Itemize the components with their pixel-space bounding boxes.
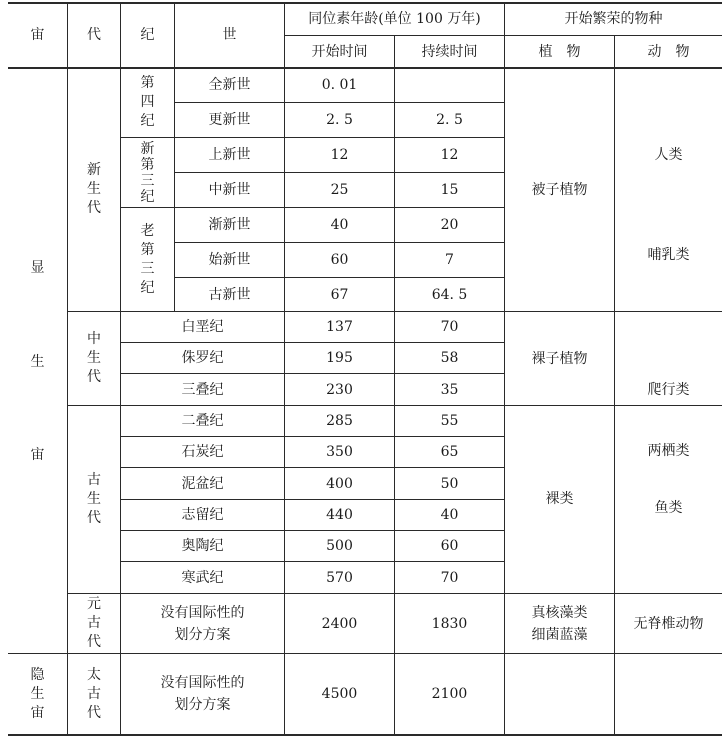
header-isotopic-age: 同位素年龄(单位 100 万年) [308,11,481,27]
period-paleogene [121,208,174,311]
animals-fish: 鱼类 [654,500,683,516]
line: 划分方案 [174,626,231,643]
epoch-eocene: 始新世 [208,252,251,268]
start-devonian: 400 [326,475,353,492]
start-silurian: 440 [326,507,353,523]
start-pleistocene: 2. 5 [326,112,353,128]
char: 第 [140,241,155,258]
epoch-pleistocene: 更新世 [208,112,251,128]
duration-archean: 2100 [431,686,468,702]
start-eocene: 60 [330,252,349,268]
char: 代 [87,200,101,216]
start-paleocene: 67 [330,286,349,303]
period-ordovician: 奥陶纪 [181,538,224,554]
line: 细菌蓝藻 [531,626,588,643]
eon-phanerozoic-char-2: 生 [30,354,45,370]
char: 纪 [140,279,155,296]
period-neogene [121,138,174,207]
era-paleozoic [68,406,120,593]
duration-carboniferous: 65 [440,444,459,460]
duration-cretaceous: 70 [440,319,459,335]
char: 代 [87,704,101,721]
duration-ordovician: 60 [440,538,459,554]
line: 没有国际性的 [160,604,245,621]
epoch-pliocene: 上新世 [208,147,251,163]
line: 没有国际性的 [160,675,245,691]
animals-mammals: 哺乳类 [647,247,690,263]
start-proterozoic: 2400 [321,615,358,632]
char: 代 [87,510,101,526]
header-plants: 植 物 [538,43,581,60]
start-cambrian: 570 [326,569,353,586]
char: 纪 [140,188,155,205]
duration-holocene [395,68,504,102]
start-jurassic: 195 [326,350,353,366]
header-eon: 宙 [30,27,45,43]
epoch-oligocene: 渐新世 [208,217,251,233]
header-period: 纪 [140,27,155,43]
header-animals: 动 物 [647,43,690,60]
char: 中 [87,331,101,347]
period-jurassic: 侏罗纪 [181,350,224,366]
period-carboniferous: 石炭纪 [181,444,224,460]
char: 古 [87,685,101,702]
plants-gymnosperms: 裸子植物 [531,351,588,367]
char: 新 [87,162,101,178]
start-miocene: 25 [330,182,349,198]
period-cambrian: 寒武纪 [181,569,224,586]
start-ordovician: 500 [326,538,353,554]
start-carboniferous: 350 [326,444,353,460]
char: 代 [87,369,101,385]
start-holocene: 0. 01 [321,77,358,93]
period-permian: 二叠纪 [181,413,224,429]
era-mesozoic [68,312,120,405]
char: 太 [87,666,101,683]
header-duration: 持续时间 [421,43,478,60]
char: 第 [140,156,155,173]
start-oligocene: 40 [330,217,349,233]
line: 真核藻类 [531,604,588,621]
char: 四 [140,94,155,110]
start-pliocene: 12 [330,147,349,163]
animals-amphibians: 两栖类 [647,443,690,459]
duration-eocene: 7 [445,252,454,268]
duration-proterozoic: 1830 [431,615,468,632]
char: 第 [140,75,155,91]
header-era: 代 [87,27,101,43]
duration-cambrian: 70 [440,569,459,586]
char: 生 [30,685,45,702]
char: 三 [140,172,155,189]
char: 纪 [140,113,155,129]
period-quaternary [121,68,174,137]
char: 隐 [30,666,45,683]
period-devonian: 泥盆纪 [181,475,224,492]
eon-phanerozoic-char-3: 宙 [30,447,45,463]
char: 生 [87,350,101,366]
epoch-holocene: 全新世 [208,77,251,93]
header-flourishing-species: 开始繁荣的物种 [564,11,663,27]
char: 古 [87,615,101,631]
char: 老 [140,222,155,239]
era-proterozoic [68,594,120,653]
duration-devonian: 50 [440,475,459,492]
period-cretaceous: 白垩纪 [181,319,224,335]
duration-jurassic: 58 [440,350,459,366]
header-start-time: 开始时间 [311,43,368,60]
char: 生 [87,491,101,507]
duration-pleistocene: 2. 5 [436,112,463,128]
duration-miocene: 15 [440,182,459,198]
duration-oligocene: 20 [440,217,459,233]
char: 元 [87,596,101,612]
char: 生 [87,181,101,197]
animals-reptiles: 爬行类 [647,382,690,398]
header-epoch: 世 [222,27,237,43]
char: 代 [87,634,101,650]
start-archean: 4500 [321,686,358,702]
duration-triassic: 35 [440,381,459,398]
era-archean [68,654,120,734]
duration-paleocene: 64. 5 [431,286,468,303]
period-silurian: 志留纪 [181,507,224,523]
duration-silurian: 40 [440,507,459,523]
duration-permian: 55 [440,413,459,429]
proterozoic-division [121,594,284,653]
epoch-miocene: 中新世 [208,182,251,198]
era-cenozoic [68,68,120,311]
plants-angiosperms: 被子植物 [531,182,588,198]
eon-phanerozoic-char-1: 显 [30,260,45,276]
line: 划分方案 [174,697,231,713]
epoch-paleocene: 古新世 [208,286,251,303]
plants-proterozoic [505,594,614,653]
char: 古 [87,472,101,488]
archean-division [121,654,284,734]
char: 宙 [30,704,45,721]
plants-ferns: 裸类 [545,491,574,507]
animals-invertebrates: 无脊椎动物 [633,615,704,632]
start-cretaceous: 137 [326,319,353,335]
period-triassic: 三叠纪 [181,381,224,398]
start-triassic: 230 [326,381,353,398]
start-permian: 285 [326,413,353,429]
duration-pliocene: 12 [440,147,459,163]
char: 新 [140,140,155,157]
animals-humans: 人类 [654,147,683,163]
char: 三 [140,260,155,277]
eon-cryptozoic [8,654,67,734]
